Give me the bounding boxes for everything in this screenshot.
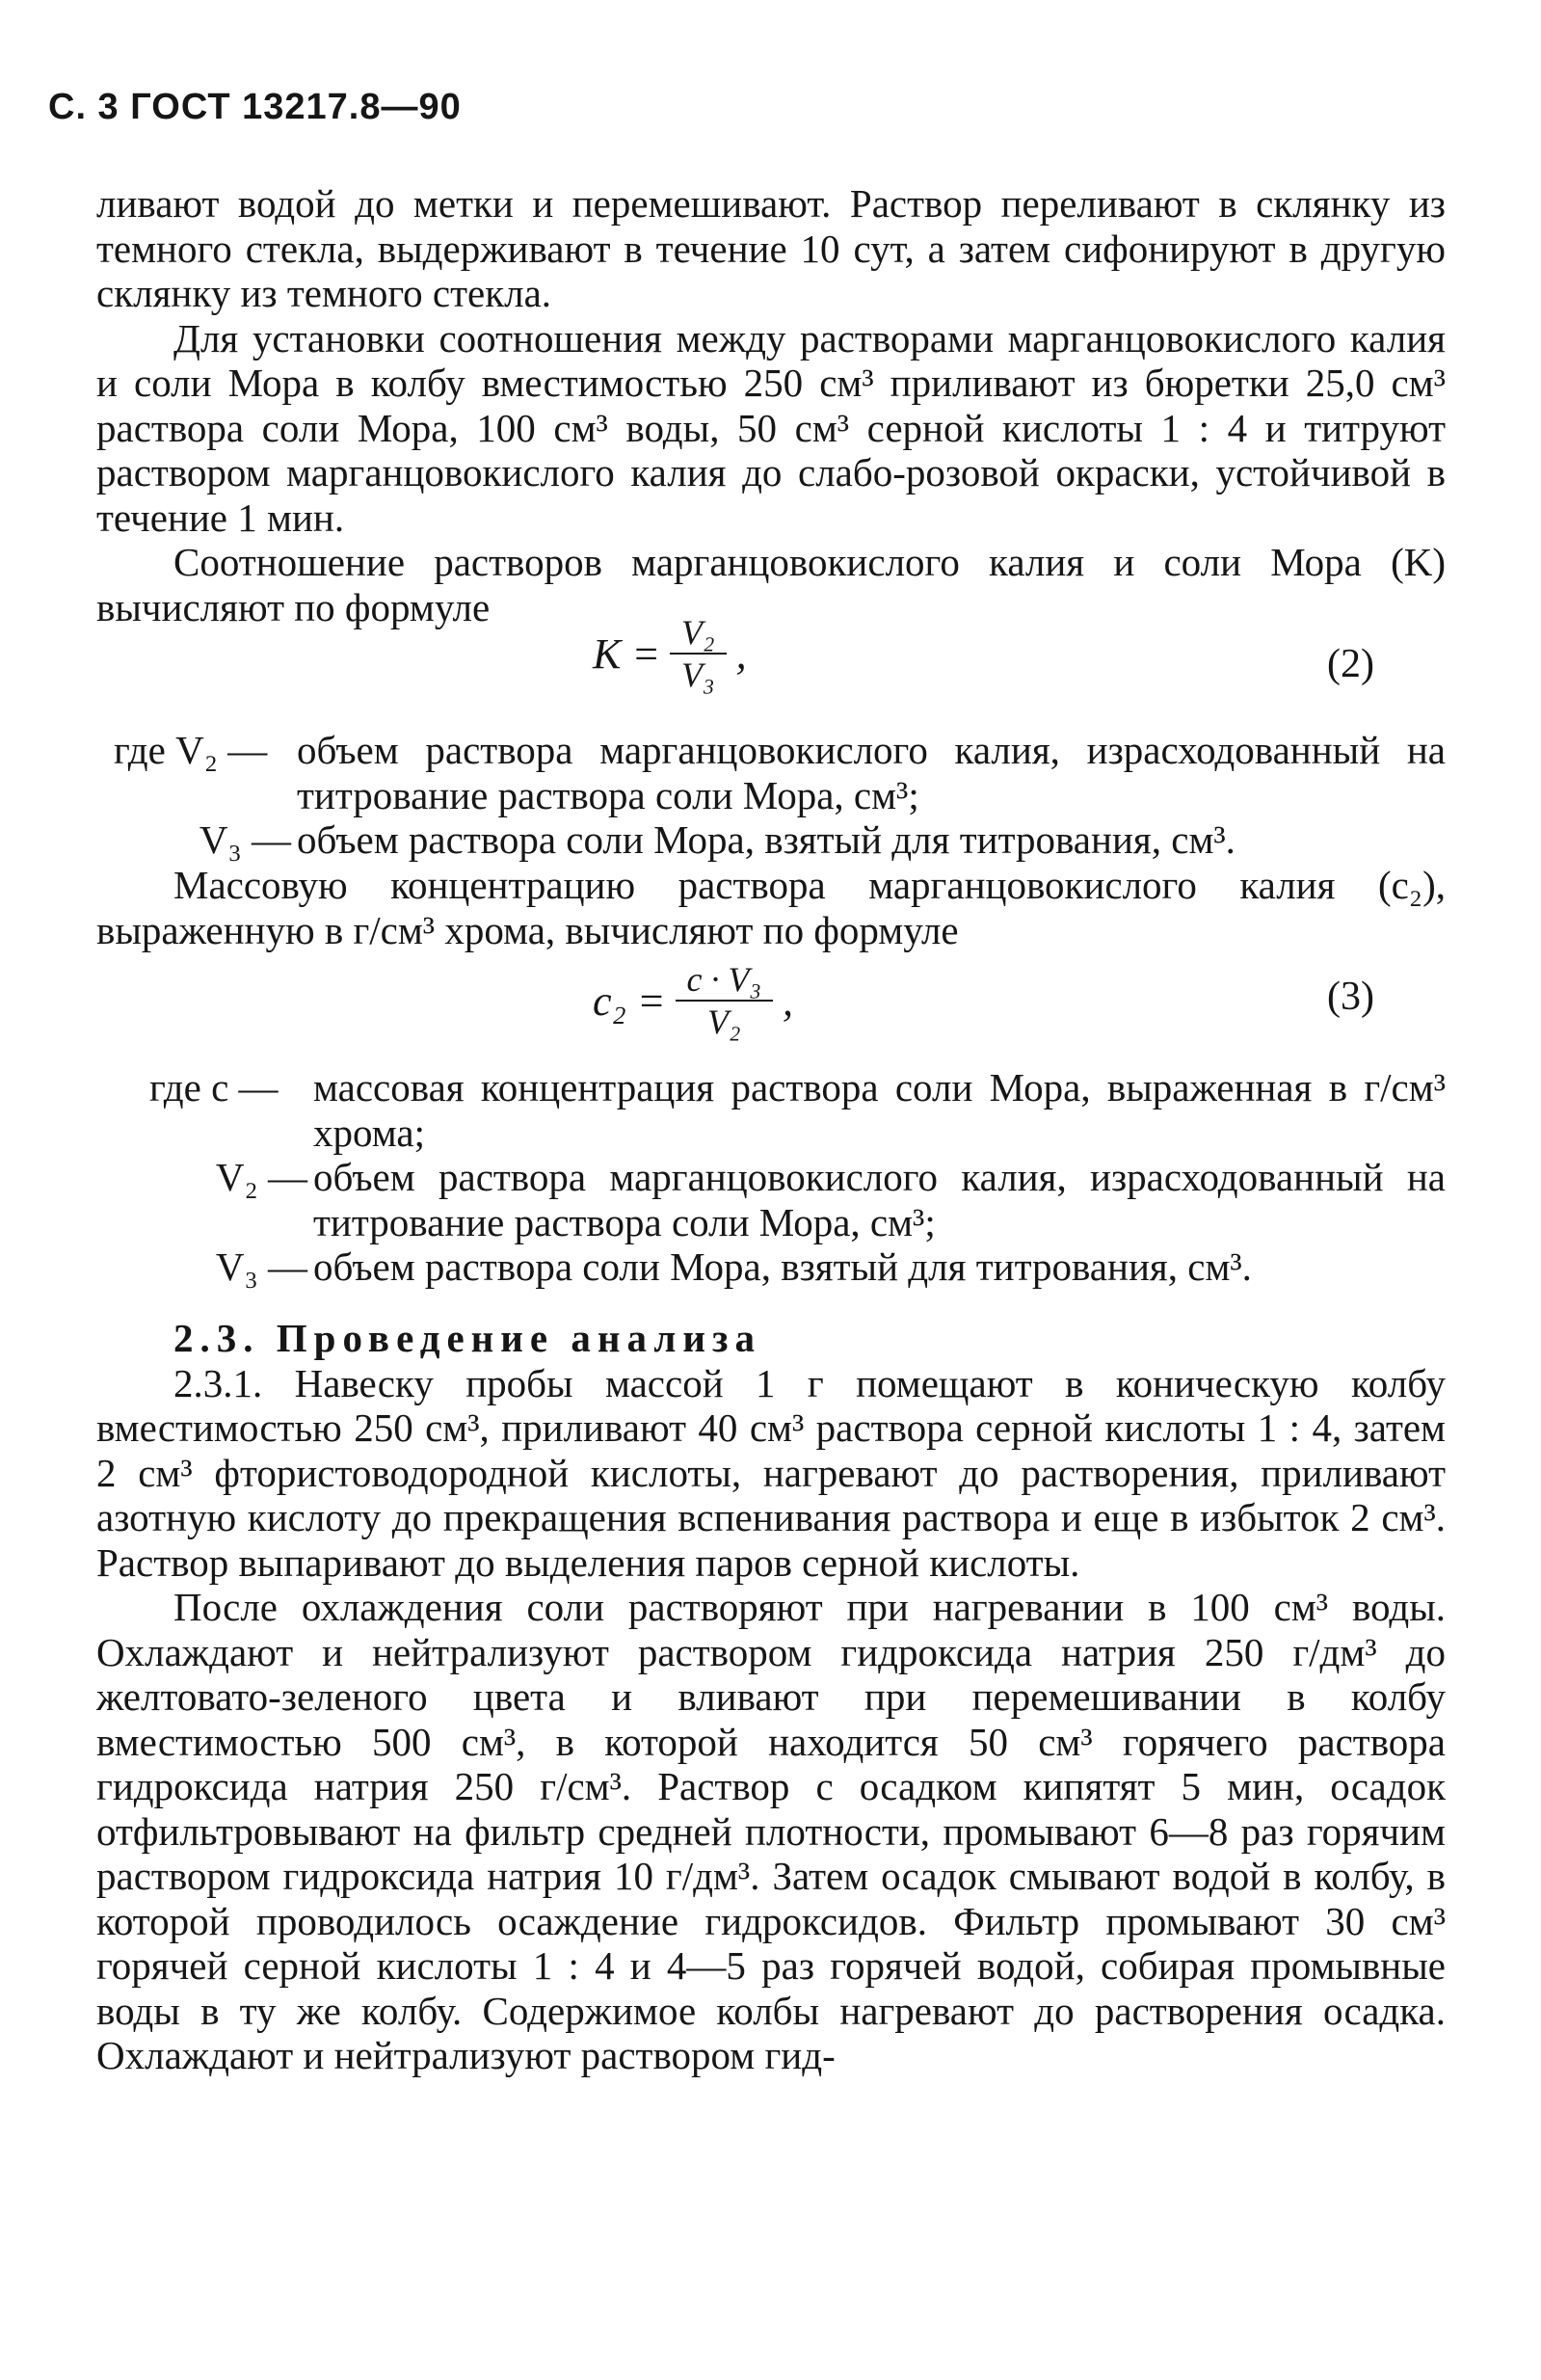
formula-3-numerator: c · V₃ (686, 960, 762, 999)
where-block-2 (114, 728, 1446, 863)
formula-2 (593, 612, 747, 695)
where-2-label-1: где V₂ — (114, 728, 268, 772)
formula-3-tail: , (783, 976, 794, 1025)
formula-2-tail: , (735, 629, 747, 678)
text-block-top (96, 181, 1446, 629)
where-2-item-1 (114, 728, 1446, 817)
section-title: 2.3. Проведение анализа (173, 1316, 761, 1360)
where-3-item-1 (149, 1065, 1446, 1155)
where-3-label-3: V₃ — (215, 1244, 307, 1289)
where-block-3 (149, 1065, 1446, 1290)
formula-2-fraction (670, 612, 727, 695)
formula-3-denominator: V₂ (707, 1003, 741, 1041)
formula-3-number: (3) (1327, 975, 1374, 1019)
paragraph-1: ливают водой до метки и перемешивают. Раствор переливают в склянку из темного стекла, выдерживают в течение 10 сут, а затем сифонируют в другую склянку из темного стекла. (96, 181, 1446, 315)
formula-2-lhs: K = (593, 629, 661, 678)
text-block-bottom (96, 1316, 1446, 2078)
paragraph-5: 2.3.1. Навеску пробы массой 1 г помещают в коническую колбу вместимостью 250 см³, приливают 40 см³ раствора серной кислоты 1 : 4, затем 2 см³ фтористоводородной кислоты, нагревают до растворения, приливают азотную кислоту до прекращения вспенивания раствора и еще в избыток 2 см³. Раствор выпаривают до выделения паров серной кислоты. (96, 1360, 1446, 1585)
page-header: С. 3 ГОСТ 13217.8—90 (48, 87, 462, 127)
formula-3 (593, 959, 793, 1042)
text-block-mid (96, 863, 1446, 952)
where-3-label-1: где c — (149, 1065, 279, 1110)
paragraph-2: Для установки соотношения между растворами марганцовокислого калия и соли Мора в колбу вместимостью 250 см³ приливают из бюретки 25,0 см³ раствора соли Мора, 100 см³ воды, 50 см³ серной кислоты 1 : 4 и титруют раствором марганцовокислого калия до слабо-розовой окраски, устойчивой в течение 1 мин. (96, 315, 1446, 540)
paragraph-3: Соотношение растворов марганцовокислого калия и соли Мора (K) вычисляют по формуле (96, 540, 1446, 629)
where-2-text-2: объем раствора соли Мора, взятый для титрования, см³. (297, 817, 1235, 862)
paragraph-6: После охлаждения соли растворяют при нагревании в 100 см³ воды. Охлаждают и нейтрализуют раствором гидроксида натрия 250 г/дм³ до желтовато-зеленого цвета и вливают при перемешивании в колбу вместимостью 500 см³, в которой находится 50 см³ горячего раствора гидроксида натрия 250 г/см³. Раствор с осадком кипятят 5 мин, осадок отфильтровывают на фильтр средней плотности, промывают 6—8 раз горячим раствором гидроксида натрия 10 г/дм³. Затем осадок смывают водой в колбу, в которой проводилось осаждение гидроксидов. Фильтр промывают 30 см³ горячей серной кислоты 1 : 4 и 4—5 раз горячей водой, собирая промывные воды в ту же колбу. Содержимое колбы нагревают до растворения осадка. Охлаждают и нейтрализуют раствором гид- (96, 1585, 1446, 2077)
formula-2-denominator: V₃ (681, 655, 715, 694)
formula-2-number: (2) (1327, 642, 1374, 686)
formula-2-numerator: V₂ (681, 613, 715, 652)
where-2-item-2 (114, 817, 1446, 863)
where-2-text-1: объем раствора марганцовокислого калия, израсходованный на титрование раствора соли Мора, см³; (297, 728, 1446, 817)
where-3-item-3 (149, 1244, 1446, 1290)
formula-3-lhs: c₂ = (593, 976, 666, 1025)
where-3-text-1: массовая концентрация раствора соли Мора, выраженная в г/см³ хрома; (313, 1065, 1446, 1155)
where-3-text-3: объем раствора соли Мора, взятый для титрования, см³. (313, 1244, 1252, 1289)
formula-3-fraction (676, 959, 773, 1042)
where-2-label-2: V₃ — (199, 817, 291, 862)
where-3-item-2 (149, 1155, 1446, 1244)
where-3-text-2: объем раствора марганцовокислого калия, израсходованный на титрование раствора соли Мора, см³; (313, 1155, 1446, 1244)
where-3-label-2: V₂ — (215, 1155, 307, 1199)
paragraph-4: Массовую концентрацию раствора марганцовокислого калия (c₂), выраженную в г/см³ хрома, вычисляют по формуле (96, 863, 1446, 952)
